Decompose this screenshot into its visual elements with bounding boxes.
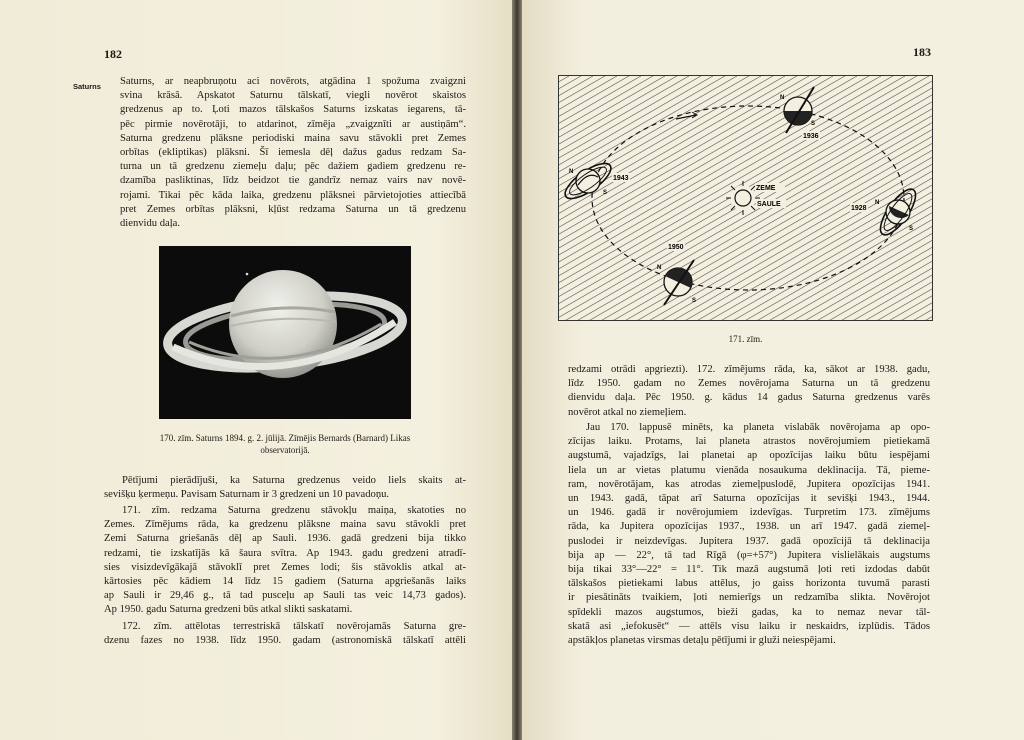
- sun-label: SAULE: [757, 201, 781, 208]
- year-label-1943: 1943: [613, 175, 629, 182]
- book-gutter: [512, 0, 522, 740]
- text-line: un 1943. gadā, tāpat arī Saturna opozīcijas it sevišķi 1943., 1944.: [568, 493, 930, 505]
- text-line: ram, novērotājam, kas atrodas ziemeļpuslodē, Jupitera opozīcijas 1941.: [568, 478, 930, 490]
- text-line: 171. zīm. redzama Saturna gredzenu stāvokļu maiņa, skatoties no: [122, 505, 466, 516]
- text-line: Saturns, ar neapbruņotu aci novērots, atgādina 1 spožuma zvaigzni: [120, 76, 466, 87]
- text-line: dienvidu daļa.: [120, 218, 181, 230]
- text-line: dzenu fazes no 1938. līdz 1950. gadam (astronomiskā tālskatī attēli: [104, 635, 466, 647]
- earth-label: ZEME: [756, 185, 776, 192]
- south-label: S: [909, 226, 914, 232]
- text-line: sies visizdevīgākajā stāvoklī pret Zemes lodi; šis stāvoklis atkal at-: [104, 561, 466, 573]
- text-line: puslodei ir neizdevīgas. Jupitera 1937. gadā opozīcijā tā deklinacija: [568, 535, 930, 547]
- text-line: dienvidu daļa. Pēc 1950. g. kādus 14 gadus Saturna gredzenus varēs: [568, 392, 930, 404]
- caption-line: 170. zīm. Saturns 1894. g. 2. jūlijā. Zīmējis Bernards (Barnard) Likas: [159, 433, 411, 443]
- text-line: augstumā, vajadzīgs, lai planetai ap opozīcijas laiku būtu iespējami: [568, 450, 930, 462]
- text-line: spīdekli mazos augstumos, bieži gadas, ka to nemaz nevar tāl-: [568, 606, 930, 618]
- text-line: svina krāsā. Apskatot Saturnu tālskatī, viegli novērot skaistos: [120, 90, 466, 102]
- text-line: redzami otrādi apgriezti). 172. zīmējums rāda, ka, sākot ar 1938. gadu,: [568, 364, 930, 375]
- text-line: bija ap — 22°, tā tad Rīgā (φ=+57°) Jupitera vislielākais augstums: [568, 549, 930, 561]
- text-line: bija tikai 33°—22° = 11°. Tik mazā augstumā ļoti reti izdodas dabūt: [568, 564, 930, 576]
- year-label-1936: 1936: [803, 133, 819, 140]
- text-line: kārtosies pēc kādiem 14 līdz 15 gadiem (Saturna apgriešanās laiks: [104, 576, 466, 588]
- text-line: ir piesātināts tvaikiem, ļoti nemierīgs un redzamība slikta. Novērojot: [568, 592, 930, 604]
- saturn-orbit-diagram: [558, 75, 933, 321]
- year-label-1928: 1928: [851, 205, 867, 212]
- text-line: apstākļos planetas virsmas detaļu pētījumi ir gluži neiespējami.: [568, 635, 836, 647]
- text-line: pēc pirmie novērotāji, to atdarinot, zīmēja „zvaigznīti ar austiņām“.: [120, 118, 466, 130]
- north-label: N: [569, 169, 574, 175]
- text-line: 172. zīm. attēlotas terrestriskā tālskatī novērojamās Saturna gre-: [122, 621, 466, 632]
- text-line: ap Sauli ir 29,46 g., tā tad pusceļu ap Sauli tas veic 14,73 gados).: [104, 590, 466, 602]
- text-line: tālskašos pietiekami labus attēlus, jo gaiss horizonta tuvumā parasti: [568, 578, 930, 590]
- text-line: Pētījumi pierādījuši, ka Saturna gredzenus veido liels skaits at-: [122, 475, 466, 486]
- text-line: un 1946. gadā ir novērojumiem izdevīgas. Turpretim 173. zīmējums: [568, 507, 930, 519]
- text-line: Jau 170. lappusē minēts, ka planeta vislabāk novērojama ap opo-: [586, 422, 930, 433]
- text-line: pret Zemes orbītas plāksni, kļūst redzama Saturna un tā gredzenu: [120, 203, 466, 215]
- right-page: [522, 0, 1024, 740]
- text-line: orbītas (ekliptikas) plāksni. Šī iemesla dēļ dažus gadus redzam Sa-: [120, 147, 466, 159]
- text-line: skatā asi „iefokusēt“ — attēls visu laiku ir neskaidrs, izplūdis. Tādos: [568, 620, 930, 632]
- text-line: rojami. Tikai pēc kāda laika, gredzenu plāksnei pārvietojoties attiecībā: [120, 189, 466, 201]
- text-line: gredzenus ap to. Ļoti mazos tālskašos Saturns izskatas iegarens, tā-: [120, 104, 466, 116]
- saturn-drawing: [159, 246, 411, 419]
- text-line: sevišķu ķermeņu. Pavisam Saturnam ir 3 gredzeni un 10 pavadoņu.: [104, 489, 390, 501]
- north-label: N: [780, 95, 785, 101]
- text-line: novērot atkal no ziemeļiem.: [568, 406, 687, 418]
- page-number-left: 182: [104, 47, 122, 61]
- figure-171-diagram: [558, 75, 933, 321]
- saturn-photograph: [159, 246, 411, 419]
- figure-170-caption: [104, 432, 466, 456]
- year-label-1950: 1950: [668, 244, 684, 251]
- paragraph-figure-172: [104, 620, 466, 648]
- text-line: Zemi Saturna griešanās dēļ ap Sauli. 1936. gadā gredzeni bija tikko: [104, 533, 466, 545]
- paragraph-ring-phases: [568, 363, 930, 420]
- page-number-right: 183: [913, 45, 931, 59]
- caption-line: observatorijā.: [260, 445, 310, 455]
- text-line: liela un ar vietas platumu vienāda nosaukuma deklinacija. Tā, pieme-: [568, 464, 930, 476]
- text-line: turna un tā gredzenu ziemeļu daļu; pēc dažiem gadiem gredzenu re-: [120, 161, 466, 173]
- text-line: Zemes. Zīmējums rāda, ka gredzenu plāksne maina savu stāvokli pret: [104, 519, 466, 531]
- south-label: S: [603, 190, 608, 196]
- text-line: redzami, tie izskatījās kā šaura svītra. Ap 1943. gadu gredzeni atradī-: [104, 547, 466, 559]
- figure-171-caption: 171. zīm.: [728, 334, 763, 344]
- paragraph-opposition: [568, 421, 930, 648]
- text-line: līdz 1950. gadam no Zemes novērojama Saturna un tā gredzenu: [568, 378, 930, 390]
- north-label: N: [875, 200, 880, 206]
- north-label: N: [657, 265, 662, 271]
- text-line: zīcijas laiku. Protams, lai planeta atrastos novērojumiem pietiekamā: [568, 436, 930, 448]
- paragraph-rings-composition: [104, 474, 466, 502]
- paragraph-figure-171: [104, 504, 466, 618]
- text-line: Saturna gredzenu plāksne periodiski maina savu stāvokli pret Zemes: [120, 132, 466, 144]
- text-line: rāda, ka Jupitera opozīcijas 1937., 1938. un arī 1947. gadā ziemeļ-: [568, 521, 930, 533]
- south-label: S: [811, 121, 816, 127]
- marginal-note: Saturns: [73, 82, 101, 91]
- south-label: S: [692, 298, 697, 304]
- text-line: Ap 1950. gadu Saturna gredzeni būs atkal slikti saskatami.: [104, 604, 353, 616]
- paragraph-saturn-intro: [120, 75, 466, 231]
- text-line: dzamība pasliktinas, līdz beidzot tie gandrīz nemaz vairs nav novē-: [120, 175, 466, 187]
